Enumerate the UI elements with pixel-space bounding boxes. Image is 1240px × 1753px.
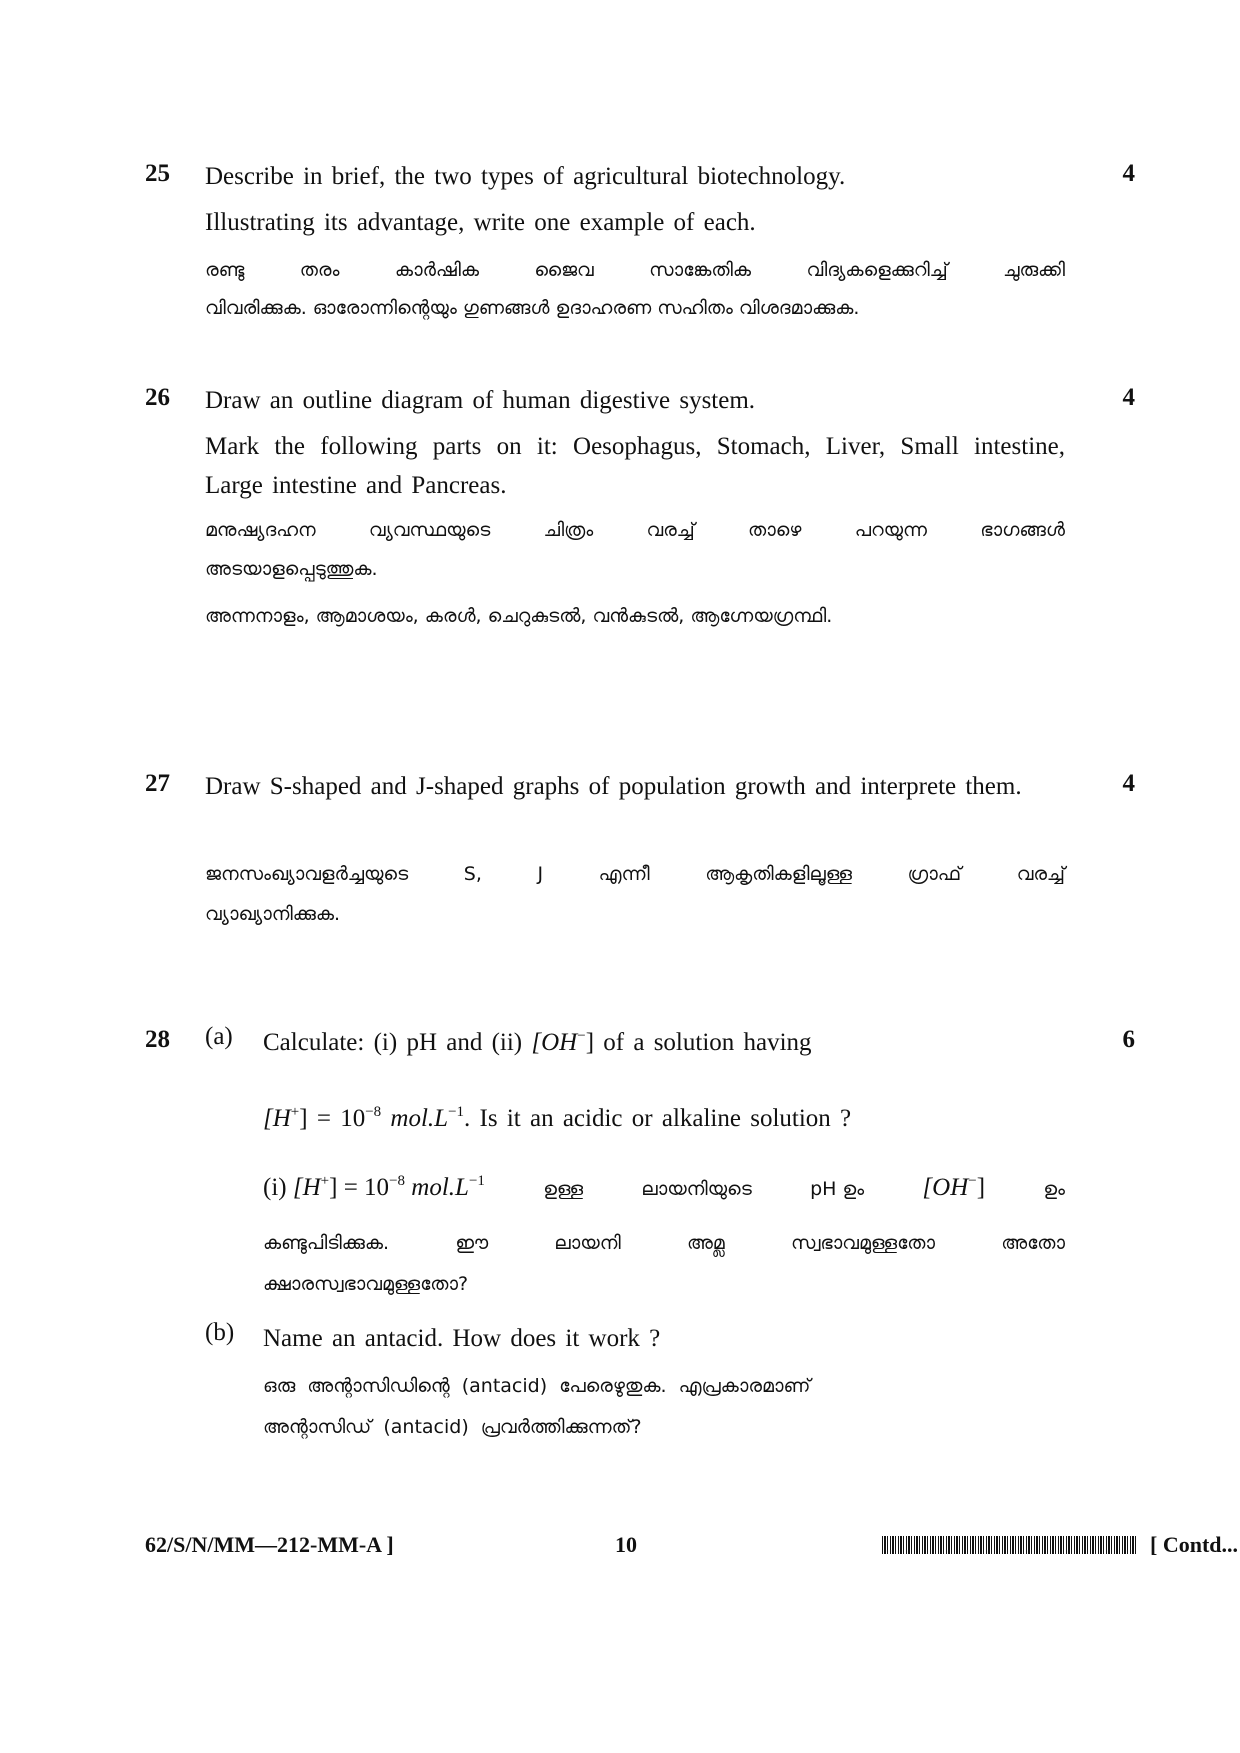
question-text-en: Mark the following parts on it: Oesophagus, Stomach, Liver, Small intestine, Large intestine and Pancreas. [205, 433, 1065, 499]
question-marks: 4 [1122, 160, 1135, 187]
question-text-en: Describe in brief, the two types of agricultural biotechnology. [205, 163, 846, 190]
part-a-ml-line1: (i) $[H^+] = 10^{-8}$ $mol.L^{-1}$ ഉള്ള ലായനിയുടെ pH ഉം [OH−] ഉം [263, 1173, 1065, 1201]
question-text-ml: അടയാളപ്പെടുത്തുക. [205, 558, 378, 580]
page-footer [145, 1532, 1239, 1572]
question-marks: 4 [1122, 770, 1135, 797]
question-text-ml: കണ്ടുപിടിക്കുക. ഈ ലായനി അമ്ല സ്വഭാവമുള്ളതോ അതോ [263, 1232, 1065, 1254]
question-text-en: Draw S-shaped and J-shaped graphs of population growth and interprete them. [205, 773, 1022, 800]
question-text-ml: ക്ഷാരസ്വഭാവമുള്ളതോ? [263, 1273, 469, 1295]
question-text-en: Draw an outline diagram of human digestive system. [205, 387, 756, 414]
question-text-ml: വ്യാഖ്യാനിക്കുക. [205, 903, 341, 925]
question-text-en: Illustrating its advantage, write one example of each. [205, 209, 756, 236]
question-number: 26 [145, 384, 170, 411]
question-marks: 4 [1122, 384, 1135, 411]
question-number: 25 [145, 160, 170, 187]
question-text-ml: ജനസംഖ്യാവളർച്ചയുടെ S, J എന്നീ ആകൃതികളിലൂള്ള ഗ്രാഫ് വരച്ച് [205, 863, 1065, 885]
question-number: 28 [145, 1026, 170, 1053]
question-text-ml: അന്റാസിഡ് (antacid) പ്രവർത്തിക്കുന്നത്? [263, 1416, 642, 1438]
h-ion-formula: $[H^+] = 10^{-8}$ $mol.L^{-1}$ [263, 1104, 465, 1132]
question-text-ml: വിവരിക്കുക. ഓരോന്നിന്റെയും ഗുണങ്ങൾ ഉദാഹരണ സഹിതം വിശദമാക്കുക. [205, 297, 860, 319]
h-ion-formula-ml: (i) $[H^+] = 10^{-8}$ $mol.L^{-1}$ [263, 1173, 485, 1201]
part-b-text-en: Name an antacid. How does it work ? [263, 1325, 661, 1352]
question-text-ml: ഒരു അന്റാസിഡിന്റെ (antacid) പേരെഴുതുക. എപ്രകാരമാണ് [263, 1375, 811, 1397]
question-marks: 6 [1122, 1026, 1135, 1053]
question-text-ml: രണ്ടു തരം കാർഷിക ജൈവ സാങ്കേതിക വിദ്യകളെക്കുറിച്ച് ചുരുക്കി [205, 259, 1065, 281]
subpart-label: (b) [205, 1319, 235, 1346]
subpart-label: (a) [205, 1023, 233, 1050]
paper-code: 62/S/N/MM—212-MM-A ] [145, 1532, 394, 1557]
oh-ion-formula: [OH−] of a solution having [531, 1028, 812, 1056]
barcode [882, 1536, 1137, 1554]
part-a-line1: Calculate: (i) pH and (ii) [OH−] of a solution having [263, 1028, 812, 1056]
part-a-line2: $[H^+] = 10^{-8}$ $mol.L^{-1}$. Is it an acidic or alkaline solution ? [263, 1104, 852, 1132]
page-number: 10 [615, 1532, 637, 1557]
question-text-ml: അന്നനാളം, ആമാശയം, കരൾ, ചെറുകുടൽ, വൻകുടൽ, ആഗ്നേയഗ്രന്ഥി. [205, 605, 833, 627]
continued-label: [ Contd... [1150, 1532, 1239, 1557]
question-text-ml: മനുഷ്യദഹന വ്യവസ്ഥയുടെ ചിത്രം വരച്ച് താഴെ പറയുന്ന ഭാഗങ്ങൾ [205, 519, 1065, 541]
question-number: 27 [145, 770, 170, 797]
